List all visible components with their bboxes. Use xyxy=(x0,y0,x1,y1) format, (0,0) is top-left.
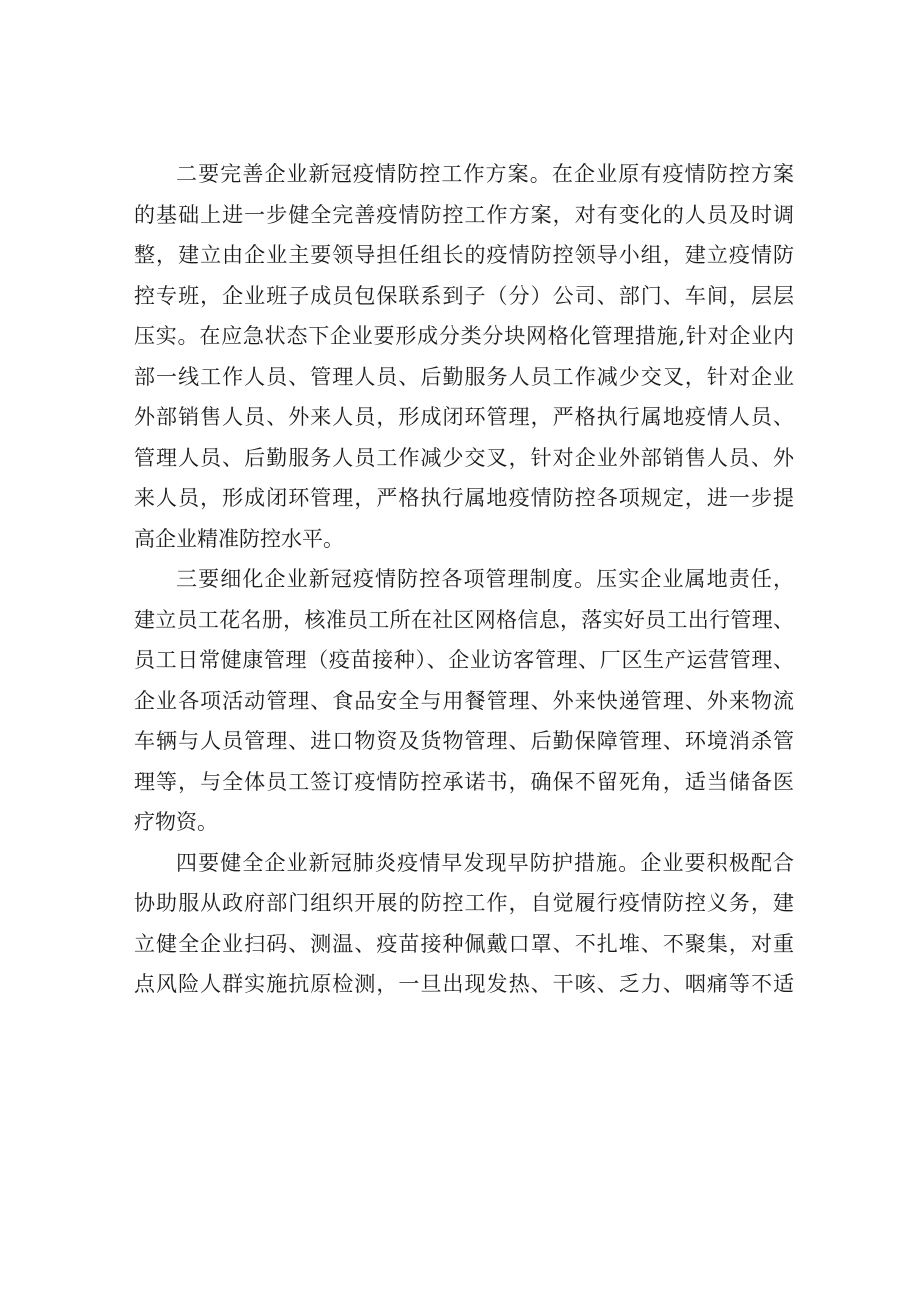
paragraph-line: 理等，与全体员工签订疫情防控承诺书，确保不留死角，适当储备医 xyxy=(134,769,794,794)
paragraph-4 xyxy=(134,843,794,1005)
document-body xyxy=(134,154,794,1005)
paragraph-line: 外部销售人员、外来人员，形成闭环管理，严格执行属地疫情人员、 xyxy=(134,405,794,429)
paragraph-line: 员工日常健康管理（疫苗接种）、企业访客管理、厂区生产运营管理、 xyxy=(134,648,794,672)
paragraph-line: 四要健全企业新冠肺炎疫情早发现早防护措施。企业要积极配合 xyxy=(176,850,794,875)
paragraph-line: 建立员工花名册，核准员工所在社区网格信息，落实好员工出行管理、 xyxy=(134,607,794,632)
paragraph-line: 来人员，形成闭环管理，严格执行属地疫情防控各项规定，进一步提 xyxy=(134,486,794,510)
paragraph-line: 压实。在应急状态下企业要形成分类分块网格化管理措施,针对企业内 xyxy=(134,324,794,348)
paragraph-line: 整，建立由企业主要领导担任组长的疫情防控领导小组，建立疫情防 xyxy=(134,243,794,267)
paragraph-line: 立健全企业扫码、测温、疫苗接种佩戴口罩、不扎堆、不聚集，对重 xyxy=(134,931,794,956)
paragraph-line: 控专班，企业班子成员包保联系到子（分）公司、部门、车间，层层 xyxy=(134,283,794,308)
paragraph-line: 车辆与人员管理、进口物资及货物管理、后勤保障管理、环境消杀管 xyxy=(134,729,794,753)
paragraph-line: 管理人员、后勤服务人员工作减少交叉，针对企业外部销售人员、外 xyxy=(134,445,794,470)
paragraph-2 xyxy=(134,154,794,559)
paragraph-line: 协助服从政府部门组织开展的防控工作，自觉履行疫情防控义务，建 xyxy=(134,891,794,915)
paragraph-line: 二要完善企业新冠疫情防控工作方案。在企业原有疫情防控方案 xyxy=(176,162,794,186)
paragraph-3 xyxy=(134,559,794,843)
paragraph-line: 点风险人群实施抗原检测，一旦出现发热、干咳、乏力、咽痛等不适 xyxy=(134,972,794,996)
paragraph-line: 的基础上进一步健全完善疫情防控工作方案，对有变化的人员及时调 xyxy=(134,202,794,227)
paragraph-line: 高企业精准防控水平。 xyxy=(134,526,344,551)
paragraph-line: 部一线工作人员、管理人员、后勤服务人员工作减少交叉，针对企业 xyxy=(134,364,794,389)
paragraph-line: 三要细化企业新冠疫情防控各项管理制度。压实企业属地责任， xyxy=(176,567,794,591)
paragraph-line: 企业各项活动管理、食品安全与用餐管理、外来快递管理、外来物流 xyxy=(134,688,794,713)
paragraph-line: 疗物资。 xyxy=(134,810,218,834)
